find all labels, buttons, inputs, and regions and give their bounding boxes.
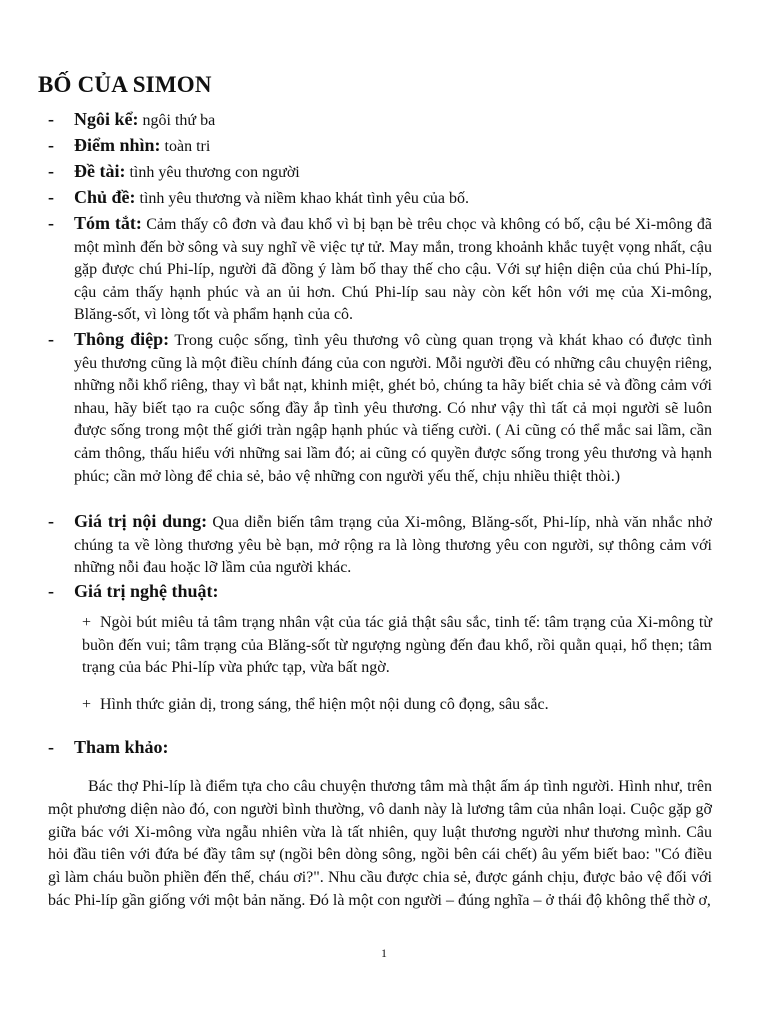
item-label: Giá trị nghệ thuật:	[74, 581, 219, 601]
item-narration	[48, 108, 712, 133]
bullet-plus: +	[82, 696, 92, 713]
item-label: Tóm tắt:	[74, 213, 142, 233]
bullet-dash: -	[48, 161, 54, 181]
bullet-dash: -	[48, 109, 54, 129]
item-topic	[48, 160, 712, 185]
item-summary	[48, 212, 712, 327]
item-reference	[48, 736, 712, 761]
reference-label: Tham khảo:	[74, 737, 169, 757]
item-text: tình yêu thương và niềm khao khát tình yêu của bố.	[139, 190, 470, 207]
art-point	[82, 694, 712, 717]
bullet-dash: -	[48, 581, 54, 601]
bullet-dash: -	[48, 135, 54, 155]
item-theme	[48, 186, 712, 211]
item-art-value	[48, 580, 712, 605]
item-text: Cảm thấy cô đơn và đau khổ vì bị bạn bè trêu chọc và không có bố, cậu bé Xi-mông đã một mình đến bờ sông và suy nghĩ về việc tự tử. May mắn, trong khoảnh khắc tuyệt vọng nhất, cậu gặp được chú Phi-líp, người đã đồng ý làm bố thay thế cho cậu. Với sự hiện diện của chú Phi-líp, cậu cảm thấy hạnh phúc và an ủi hơn. Chú Phi-líp sau này còn kết hôn với mẹ của Xi-mông, Blăng-sốt, vì lòng tốt và phẩm hạnh của cô.	[74, 216, 713, 324]
reference-paragraph: Bác thợ Phi-líp là điểm tựa cho câu chuyện thương tâm mà thật ấm áp tình người. Hình như, trên một phương diện nào đó, con người bình thường, vô danh này là lương tâm của nhân loại. Cuộc gặp gỡ giữa bác với Xi-mông vừa ngẫu nhiên vừa là tất nhiên, quy luật thương người như thương mình. Câu hỏi đầu tiên với đứa bé đầy tâm sự (ngồi bên dòng sông, ngồi bên cái chết) âu yếm biết bao: "Có điều gì làm cháu buồn phiền đến thế, cháu ơi?". Nhu cầu được chia sẻ, được gánh chịu, được bảo vệ đối với bác Phi-líp gần giống với một bản năng. Đó là một con người – đúng nghĩa – ở thái độ không thể thờ ơ,	[48, 778, 712, 909]
item-label: Điểm nhìn:	[74, 135, 161, 155]
document-title: BỐ CỦA SIMON	[38, 72, 212, 97]
item-text: tình yêu thương con người	[129, 164, 300, 181]
art-point-text: Ngòi bút miêu tả tâm trạng nhân vật của tác giả thật sâu sắc, tinh tế: tâm trạng của Xi-mông từ buồn đến vui; tâm trạng của Blăng-sốt từ ngượng ngùng đến đau khổ, rồi quằn quại, hổ thẹn; tâm trạng của bác Phi-líp vừa phức tạp, vừa bất ngờ.	[82, 614, 712, 677]
item-label: Chủ đề:	[74, 187, 136, 207]
item-content-value	[48, 510, 712, 580]
bullet-dash: -	[48, 329, 54, 349]
page-number: 1	[381, 946, 387, 960]
item-label: Đề tài:	[74, 161, 126, 181]
art-point	[82, 612, 712, 680]
item-text: toàn tri	[164, 138, 211, 155]
bullet-dash: -	[48, 737, 54, 757]
bullet-dash: -	[48, 213, 54, 233]
item-label: Ngôi kể:	[74, 109, 139, 129]
item-text: ngôi thứ ba	[142, 112, 216, 129]
item-text: Trong cuộc sống, tình yêu thương vô cùng quan trọng và khát khao có được tình yêu thương cũng là một điều chính đáng của con người. Mỗi người đều có những câu chuyện riêng, những nỗi khổ riêng, thay vì bắt nạt, khinh miệt, ghét bỏ, chúng ta hãy biết chia sẻ và đồng cảm với nhau, hãy biết tạo ra cuộc sống đầy ắp tình yêu thương. Có như vậy thì tất cả mọi người sẽ luôn được sống trong một thế giới tràn ngập hạnh phúc và tiếng cười. ( Ai cũng có thể mắc sai lầm, cần cảm thông, thấu hiểu với những sai lầm đó; ai cũng có quyền được sống trong yêu thương và hạnh phúc; cần mở lòng để chia sẻ, bảo vệ những con người yếu thế, chịu nhiều thiệt thòi.)	[74, 332, 712, 485]
item-label: Giá trị nội dung:	[74, 511, 208, 531]
art-point-text: Hình thức giản dị, trong sáng, thể hiện một nội dung cô đọng, sâu sắc.	[100, 696, 549, 713]
item-text: Qua diễn biến tâm trạng của Xi-mông, Blăng-sốt, Phi-líp, nhà văn nhắc nhở chúng ta về lòng thương yêu bè bạn, mở rộng ra là lòng thương yêu con người, sự thông cảm với những nỗi đau hoặc lỡ lầm của người khác.	[74, 514, 712, 577]
bullet-dash: -	[48, 187, 54, 207]
item-viewpoint	[48, 134, 712, 159]
item-message	[48, 328, 712, 488]
bullet-plus: +	[82, 614, 92, 631]
item-label: Thông điệp:	[74, 329, 170, 349]
bullet-dash: -	[48, 511, 54, 531]
